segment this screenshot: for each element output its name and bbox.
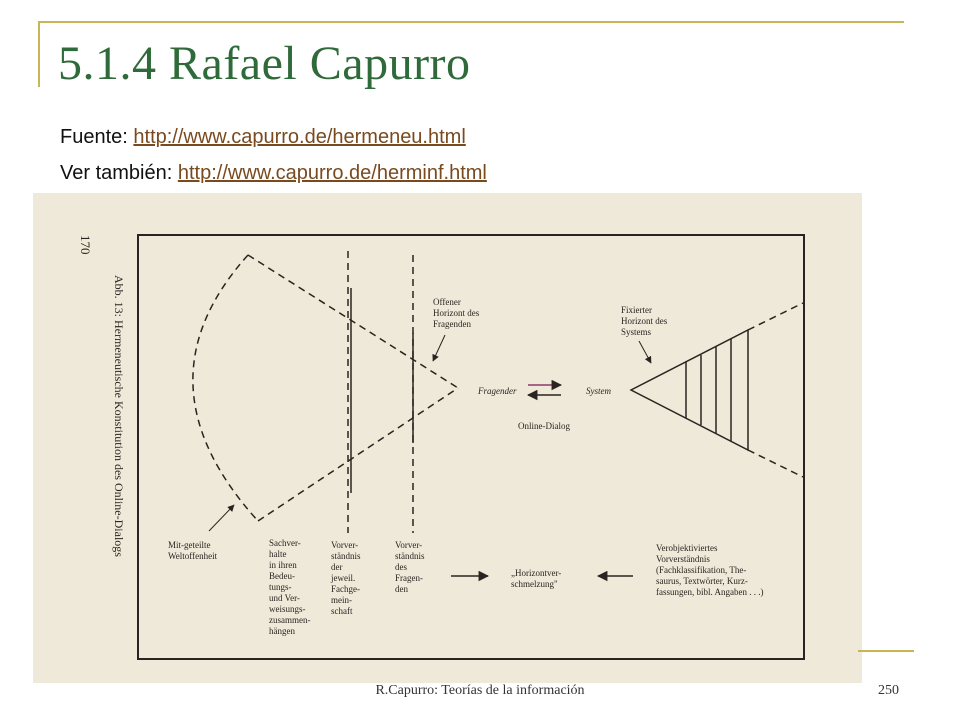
slide-title: 5.1.4 Rafael Capurro — [58, 37, 471, 90]
see-also-link[interactable]: http://www.capurro.de/herminf.html — [177, 162, 487, 184]
see-also-label: Ver también: — [60, 162, 178, 184]
bottom-accent-rule — [858, 650, 914, 652]
sachverhalte-label: Sachver- halte in ihren Bedeu- tungs- und Ver- weisungs- zusammen- hängen — [269, 538, 311, 636]
source-label: Fuente: — [60, 126, 134, 148]
online-dialog-label: Online-Dialog — [518, 421, 570, 431]
top-accent-rule — [38, 21, 904, 23]
vorverstaendnis-fragen-label: Vorver- ständnis des Fragen- den — [395, 540, 425, 594]
source-link[interactable]: http://www.capurro.de/hermeneu.html — [133, 126, 466, 148]
figure-caption: Abb. 13: Hermeneutische Konstitution des Online-Dialogs — [112, 275, 126, 557]
mitgeteilte-label: Mit-geteilte Weltoffenheit — [168, 540, 218, 561]
hermeneutic-diagram-figure — [33, 193, 862, 683]
fixierter-horizont-label: Fixierter Horizont des Systems — [621, 305, 668, 337]
footer-text: R.Capurro: Teorías de la información — [375, 683, 585, 698]
source-line — [60, 126, 466, 149]
offener-horizont-label: Offener Horizont des Fragenden — [433, 297, 480, 329]
fragender-label: Fragender — [478, 386, 517, 396]
slide-page-number: 250 — [878, 683, 899, 698]
system-label: System — [586, 386, 611, 396]
figure-page-number: 170 — [78, 235, 93, 255]
vorverstaendnis-fach-label: Vorver- ständnis der jeweil. Fachge- mein- schaft — [331, 540, 361, 616]
see-also-line — [60, 162, 487, 185]
horizont-label: „Horizontver- schmelzung" — [511, 568, 562, 589]
left-accent-rule — [38, 21, 40, 87]
diagram-svg — [33, 193, 862, 683]
figure-paper — [33, 193, 862, 683]
verobjektiviertes-label: Verobjektiviertes Vorverständnis (Fachklassifikation, The- saurus, Textwörter, Kurz- fassungen, bibl. Angaben . . .) — [656, 543, 764, 597]
